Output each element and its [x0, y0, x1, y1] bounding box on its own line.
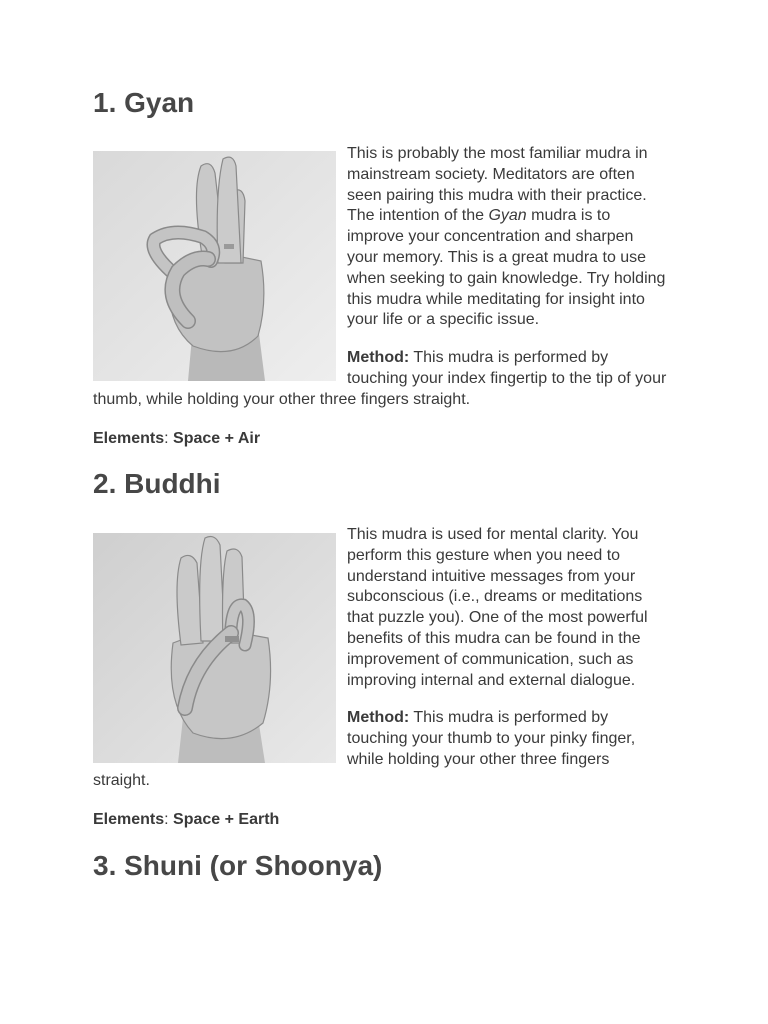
buddhi-elements-label: Elements: [93, 811, 165, 828]
buddhi-elements-separator: :: [164, 811, 169, 828]
buddhi-description-text: This mudra is used for mental clarity. You perform this gesture when you need to understand intuitive messages from your subconscious (i.e., dreams or meditations that puzzle you). One of the most powerful benefits of this mudra can be found in the improvement of communication, such as improving internal and external dialogue.: [347, 526, 648, 689]
gyan-method-text: This mudra is performed by touching your index fingertip to the tip of your thumb, while holding your other three fingers straight.: [93, 349, 667, 408]
buddhi-elements: [93, 810, 279, 830]
gyan-elements-value: Space + Air: [168, 430, 261, 447]
section-heading-buddhi: 2. Buddhi: [93, 468, 221, 499]
buddhi-method-text: This mudra is performed by touching your thumb to your pinky finger, while holding your other three fingers straight.: [93, 709, 636, 789]
gyan-description-text-continued: mudra is to improve your concentration and sharpen your memory. This is a great mudra to use when seeking to gain knowledge. Try holding this mudra while meditating for insight into your life or a specific issue.: [347, 207, 666, 329]
buddhi-elements-value: Space + Earth: [168, 811, 280, 828]
section-heading-gyan: 1. Gyan: [93, 87, 195, 118]
gyan-elements: [93, 429, 260, 449]
gyan-elements-separator: :: [164, 430, 169, 447]
gyan-elements-label: Elements: [93, 430, 165, 447]
gyan-text-block: [93, 144, 668, 411]
buddhi-method-label: Method:: [347, 709, 410, 727]
buddhi-text-block: [93, 525, 668, 792]
section-heading-shuni: 3. Shuni (or Shoonya): [93, 850, 383, 881]
gyan-method-label: Method:: [347, 349, 410, 367]
gyan-italic-term: Gyan: [488, 207, 527, 225]
gyan-description-text: This is probably the most familiar mudra in mainstream society. Meditators are often seen pairing this mudra with their practice. The intention of the: [347, 145, 648, 225]
